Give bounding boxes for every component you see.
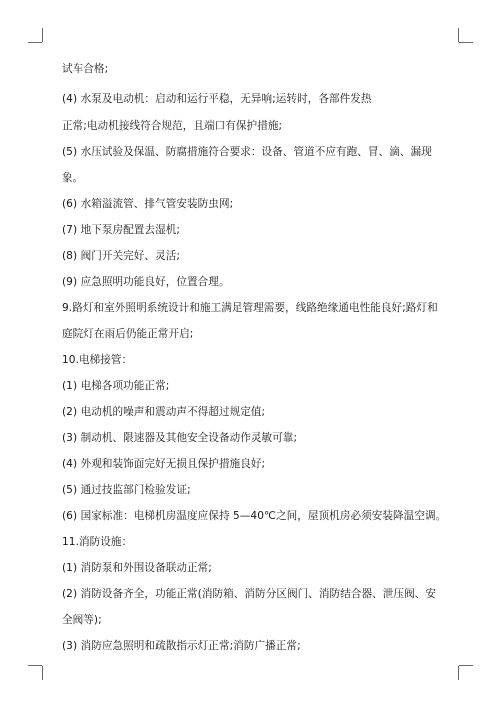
text-line: (7) 地下泵房配置去湿机; — [62, 224, 180, 236]
text-line: 正常;电动机接线符合规范，且端口有保护措施; — [62, 120, 283, 132]
text-line: (6) 国家标准：电梯机房温度应保持 5—40℃之间，屋顶机房必须安装降温空调。 — [62, 510, 447, 522]
text-line: 11.消防设施： — [62, 536, 133, 548]
text-line: (2) 消防设备齐全，功能正常(消防箱、消防分区阀门、消防结合器、泄压阀、安 — [62, 588, 436, 600]
text-line: (8) 阀门开关完好、灵活; — [62, 250, 180, 262]
text-line: 庭院灯在雨后仍能正常开启; — [62, 328, 194, 340]
text-line: (4) 水泵及电动机：启动和运行平稳，无异响;运转时，各部件发热 — [62, 93, 372, 105]
text-line: (5) 水压试验及保温、防腐措施符合要求：设备、管道不应有跑、冒、滴、漏现 — [62, 146, 432, 158]
text-line: (5) 通过技监部门检验发证; — [62, 484, 191, 496]
text-line: (1) 电梯各项功能正常; — [62, 380, 170, 392]
text-line: 10.电梯接管： — [62, 354, 133, 366]
text-line: (3) 消防应急照明和疏散指示灯正常;消防广播正常; — [62, 640, 301, 652]
text-line: (1) 消防泵和外围设备联动正常; — [62, 562, 212, 574]
text-line: 象。 — [62, 172, 84, 184]
text-line: 9.路灯和室外照明系统设计和施工满足管理需要，线路绝缘通电性能良好;路灯和 — [62, 302, 438, 314]
text-line: (4) 外观和装饰面完好无损且保护措施良好; — [62, 458, 266, 470]
text-line: 全阀等); — [62, 614, 102, 626]
text-line: 试车合格; — [62, 63, 109, 75]
text-line: (9) 应急照明功能良好，位置合理。 — [62, 276, 230, 288]
text-line: (2) 电动机的噪声和震动声不得超过规定值; — [62, 406, 266, 418]
text-line: (3) 制动机、限速器及其他安全设备动作灵敏可靠; — [62, 432, 298, 444]
text-line: (6) 水箱溢流管、排气管安装防虫网; — [62, 198, 234, 210]
